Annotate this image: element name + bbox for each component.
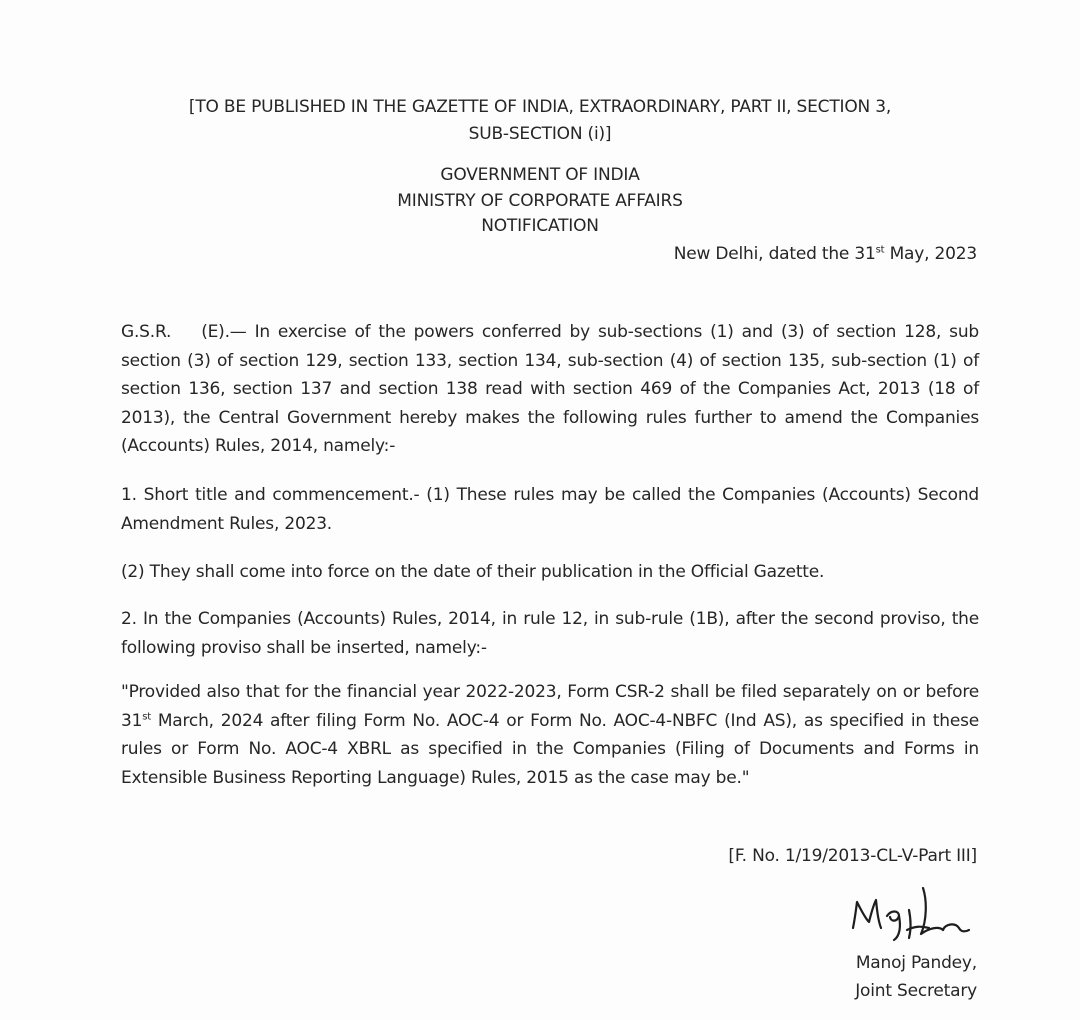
signatory-name: Manoj Pandey, [855, 953, 977, 973]
proviso-part-2: March, 2024 after filing Form No. AOC-4 or Form No. AOC-4-NBFC (Ind AS), as specified in these rules or Form No. AOC-4 XBRL as specified in the Companies (Filing of Documents and Forms in Extensible Business Reporting Language) Rules, 2015 as the case may be." [121, 710, 979, 788]
date-line [674, 243, 977, 265]
proviso-paragraph [121, 678, 979, 792]
date-prefix: New Delhi, dated the 31 [673, 244, 876, 264]
publication-line-2: SUB-SECTION (i)] [468, 124, 612, 144]
proviso-ordinal: st [142, 710, 151, 722]
rule-1-paragraph: 1. Short title and commencement.- (1) These rules may be called the Companies (Accounts) Second Amendment Rules, 2023. [121, 485, 979, 534]
gsr-text: (E).— In exercise of the powers conferred by sub-sections (1) and (3) of section 128, sub section (3) of section 129, section 133, section 134, sub-section (4) of section 135, sub-section (1) of section 136, section 137 and section 138 read with section 469 of the Companies Act, 2013 (18 of 2013), the Central Government hereby makes the following rules further to amend the Companies (Accounts) Rules, 2014, namely:- [121, 322, 979, 456]
signature-icon [845, 870, 975, 950]
gsr-label: G.S.R. [121, 322, 172, 342]
rule-2-paragraph: 2. In the Companies (Accounts) Rules, 2014, in rule 12, in sub-rule (1B), after the second proviso, the following proviso shall be inserted, namely:- [121, 609, 979, 658]
signatory-title: Joint Secretary [855, 981, 977, 1001]
date-suffix: May, 2023 [884, 244, 977, 264]
rule-1-2-paragraph: (2) They shall come into force on the date of their publication in the Official Gazette. [121, 562, 825, 582]
notification-heading: NOTIFICATION [481, 216, 599, 236]
ministry-heading: MINISTRY OF CORPORATE AFFAIRS [397, 191, 683, 211]
government-heading: GOVERNMENT OF INDIA [440, 165, 640, 185]
proviso-part-1: "Provided also that for the financial year 2022-2023, Form CSR-2 shall be filed separately on or before 31 [121, 682, 979, 731]
file-number: [F. No. 1/19/2013-CL-V-Part III] [728, 846, 977, 866]
publication-line-1: [TO BE PUBLISHED IN THE GAZETTE OF INDIA, EXTRAORDINARY, PART II, SECTION 3, [188, 97, 892, 117]
date-ordinal: st [875, 244, 885, 256]
gsr-paragraph [121, 318, 979, 461]
